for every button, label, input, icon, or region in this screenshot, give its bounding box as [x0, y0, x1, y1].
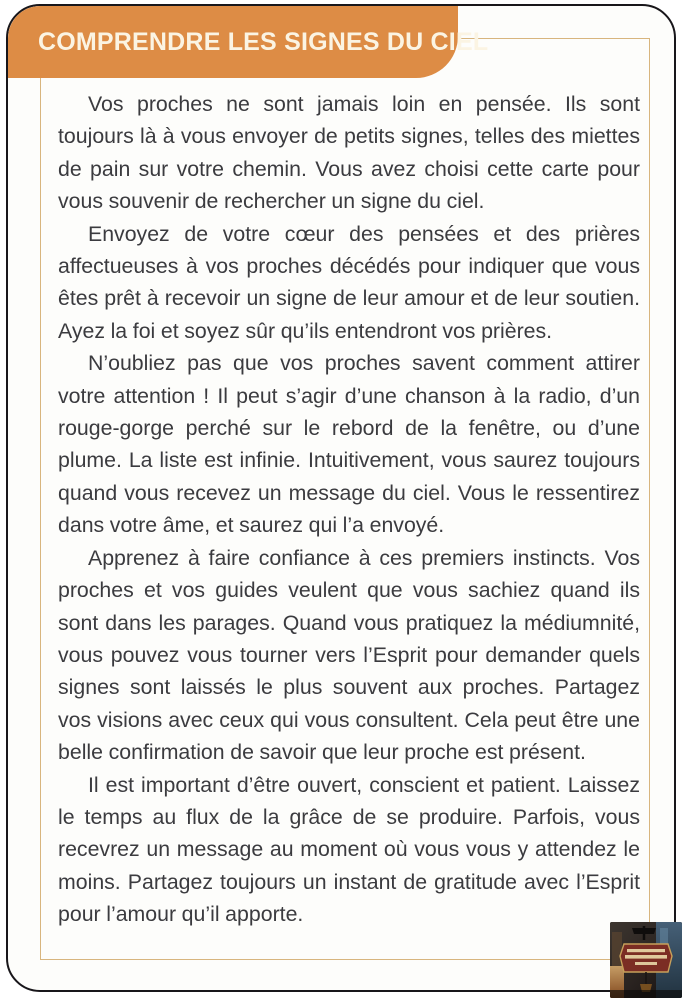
oracle-card — [6, 4, 676, 992]
bookshop-sign-photo-thumbnail — [610, 922, 682, 998]
paragraph-4: Apprenez à faire confiance à ces premiers instincts. Vos proches et vos guides veulent que vous sachiez quand ils sont dans les parages. Quand vous pratiquez la médiumnité, vous pouvez vous tourner vers l’Esprit pour demander quels signes sont laissés le plus souvent aux proches. Partagez vos visions avec ceux qui vous consultent. Cela peut être une belle confirmation de savoir que leur proche est présent. — [58, 545, 640, 765]
page-title: COMPRENDRE LES SIGNES DU CIEL — [38, 27, 489, 56]
paragraph-3: N’oubliez pas que vos proches savent comment attirer votre attention ! Il peut s’agir d’une chanson à la radio, d’un rouge-gorge perché sur le rebord de la fenêtre, ou d’une plume. La liste est infinie. Intuitivement, vous saurez toujours quand vous recevez un message du ciel. Vous le ressentirez dans votre âme, et saurez qui l’a envoyé. — [58, 351, 640, 538]
bookshop-sign-image — [610, 922, 682, 998]
paragraph-2: Envoyez de votre cœur des pensées et des prières affectueuses à vos proches décédés pour indiquer que vous êtes prêt à recevoir un signe de leur amour et de leur soutien. Ayez la foi et soyez sûr qu’ils entendront vos prières. — [58, 221, 640, 343]
paragraph-5: Il est important d’être ouvert, conscient et patient. Laissez le temps au flux de la grâce de se produire. Parfois, vous recevrez un message au moment où vous vous y attendez le moins. Partagez toujours un instant de gratitude avec l’Esprit pour l’amour qu’il apporte. — [58, 772, 640, 927]
card-header-banner — [8, 6, 489, 78]
paragraph-1: Vos proches ne sont jamais loin en pensée. Ils sont toujours là à vous envoyer de petits signes, telles des miettes de pain sur votre chemin. Vous avez choisi cette carte pour vous souvenir de rechercher un signe du ciel. — [58, 92, 640, 214]
card-body-text — [58, 88, 640, 931]
